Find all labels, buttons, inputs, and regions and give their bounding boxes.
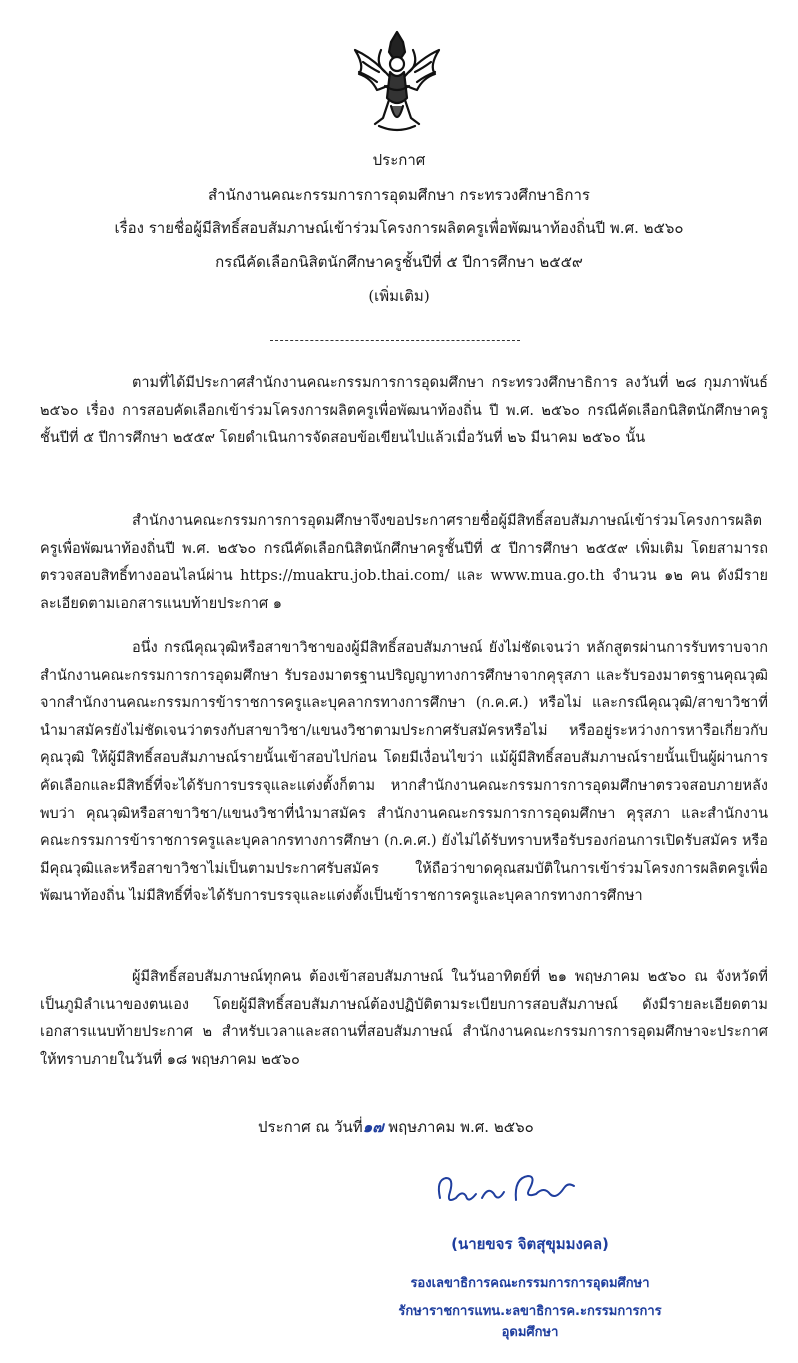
date-day-handwritten: ๑๗ [362, 1118, 384, 1136]
subject-case: กรณีคัดเลือกนิสิตนักศึกษาครูชั้นปีที่ ๕ ปีการศึกษา ๒๕๕๙ [215, 253, 583, 271]
date-suffix: พฤษภาคม พ.ศ. ๒๕๖๐ [383, 1118, 534, 1136]
paragraph-4 [40, 964, 768, 1074]
office-name: สำนักงานคณะกรรมการการอุดมศึกษา กระทรวงศึกษาธิการ [208, 186, 590, 204]
paragraph-2 [40, 508, 768, 618]
signer-acting: รักษาราชการแทน.ะลขาธิการค.ะกรรมการการอุดมศึกษา [398, 1304, 662, 1340]
signer-position: รองเลขาธิการคณะกรรมการการอุดมศึกษา [410, 1276, 650, 1291]
paragraph-2-text: สำนักงานคณะกรรมการการอุดมศึกษาจึงขอประกาศรายชื่อผู้มีสิทธิ์สอบสัมภาษณ์เข้าร่วมโครงการผลิตครูเพื่อพัฒนาท้องถิ่นปี พ.ศ. ๒๕๖๐ กรณีคัดเลือกนิสิตนักศึกษาครูชั้นปีที่ ๕ ปีการศึกษา ๒๕๕๙ เพิ่มเติม โดยสามารถตรวจสอบสิทธิ์ทางออนไลน์ผ่าน https://muakru.job.thai.com/ และ www.mua.go.th จำนวน ๑๒ คน ดังมีรายละเอียดตามเอกสารแนบท้ายประกาศ ๑ [40, 513, 768, 612]
announcement-date [258, 1115, 534, 1139]
date-prefix: ประกาศ ณ วันที่ [258, 1118, 363, 1136]
paragraph-3-text: อนึ่ง กรณีคุณวุฒิหรือสาขาวิชาของผู้มีสิทธิ์สอบสัมภาษณ์ ยังไม่ชัดเจนว่า หลักสูตรผ่านการรับทราบจากสำนักงานคณะกรรมการการอุดมศึกษา รับรองมาตรฐานปริญญาทางการศึกษาจากคุรุสภา และรับรองมาตรฐานคุณวุฒิจากสำนักงานคณะกรรมการข้าราชการครูและบุคลากรทางการศึกษา (ก.ค.ศ.) หรือไม่ และกรณีคุณวุฒิ/สาขาวิชาที่นำมาสมัครยังไม่ชัดเจนว่าตรงกับสาขาวิชา/แขนงวิชาตามประกาศรับสมัครหรือไม่ หรืออยู่ระหว่างการหารือเกี่ยวกับคุณวุฒิ ให้ผู้มีสิทธิ์สอบสัมภาษณ์รายนั้นเข้าสอบไปก่อน โดยมีเงื่อนไขว่า แม้ผู้มีสิทธิ์สอบสัมภาษณ์รายนั้นเป็นผู้ผ่านการคัดเลือกและมีสิทธิ์ที่จะได้รับการบรรจุและแต่งตั้งก็ตาม หากสำนักงานคณะกรรมการการอุดมศึกษาตรวจสอบภายหลังพบว่า คุณวุฒิหรือสาขาวิชา/แขนงวิชาที่นำมาสมัคร สำนักงานคณะกรรมการการอุดมศึกษา คุรุสภา และสำนักงานคณะกรรมการข้าราชการครูและบุคลากรทางการศึกษา (ก.ค.ศ.) ยังไม่ได้รับทราบหรือรับรองก่อนการเปิดรับสมัคร หรือมีคุณวุฒิและหรือสาขาวิชาไม่เป็นตามประกาศรับสมัคร ให้ถือว่าขาดคุณสมบัติในการเข้าร่วมโครงการผลิตครูเพื่อพัฒนาท้องถิ่น ไม่มีสิทธิ์ที่จะได้รับการบรรจุและแต่งตั้งเป็นข้าราชการครูและบุคลากรทางการศึกษา [40, 640, 769, 905]
subject-line: เรื่อง รายชื่อผู้มีสิทธิ์สอบสัมภาษณ์เข้าร่วมโครงการผลิตครูเพื่อพัฒนาท้องถิ่นปี พ.ศ. ๒๕๖๐ [114, 219, 684, 237]
paragraph-1-text: ตามที่ได้มีประกาศสำนักงานคณะกรรมการการอุดมศึกษา กระทรวงศึกษาธิการ ลงวันที่ ๒๘ กุมภาพันธ์ ๒๕๖๐ เรื่อง การสอบคัดเลือกเข้าร่วมโครงการผลิตครูเพื่อพัฒนาท้องถิ่น ปี พ.ศ. ๒๕๖๐ กรณีคัดเลือกนิสิตนักศึกษาครูชั้นปีที่ ๕ ปีการศึกษา ๒๕๕๙ โดยดำเนินการจัดสอบข้อเขียนไปแล้วเมื่อวันที่ ๒๖ มีนาคม ๒๕๖๐ นั้น [40, 375, 768, 447]
subject-addition: (เพิ่มเติม) [368, 287, 430, 305]
paragraph-1 [40, 370, 768, 453]
signer-name: (นายขจร จิตสุขุมมงคล) [451, 1235, 609, 1253]
paragraph-3 [40, 635, 768, 911]
divider [270, 340, 520, 341]
garuda-emblem-icon [345, 28, 449, 138]
signature-icon [432, 1168, 582, 1214]
paragraph-4-text: ผู้มีสิทธิ์สอบสัมภาษณ์ทุกคน ต้องเข้าสอบสัมภาษณ์ ในวันอาทิตย์ที่ ๒๑ พฤษภาคม ๒๕๖๐ ณ จังหวัดที่เป็นภูมิลำเนาของตนเอง โดยผู้มีสิทธิ์สอบสัมภาษณ์ต้องปฏิบัติตามระเบียบการสอบสัมภาษณ์ ดังมีรายละเอียดตามเอกสารแนบท้ายประกาศ ๒ สำหรับเวลาและสถานที่สอบสัมภาษณ์ สำนักงานคณะกรรมการการอุดมศึกษาจะประกาศให้ทราบภายในวันที่ ๑๘ พฤษภาคม ๒๕๖๐ [40, 969, 768, 1068]
announcement-heading: ประกาศ [372, 151, 426, 169]
